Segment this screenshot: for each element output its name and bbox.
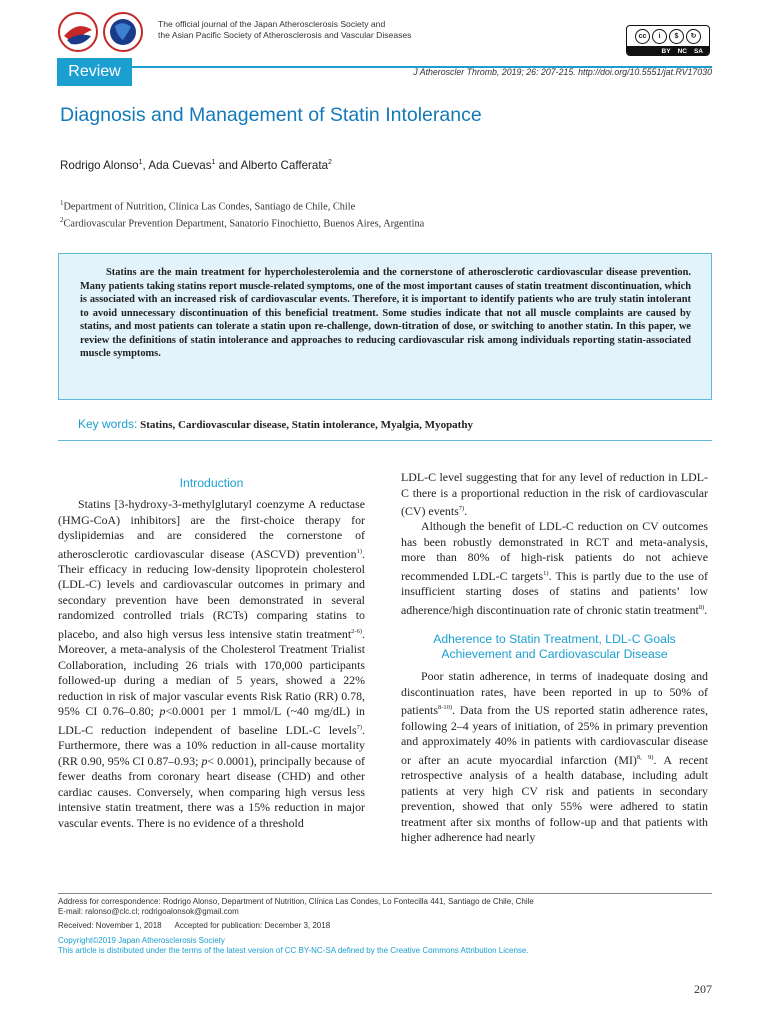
journal-affiliation bbox=[158, 19, 411, 41]
right-column bbox=[401, 470, 708, 846]
keywords bbox=[78, 417, 473, 431]
text-run: . bbox=[464, 503, 468, 518]
author-name: Alberto Cafferata bbox=[240, 159, 329, 172]
text-run: Poor statin adherence, in terms of inadequate dosing and discontinuation rates, have been reported in up to 50% of patients bbox=[401, 669, 708, 718]
footnotes bbox=[58, 897, 534, 956]
affiliation-text: Department of Nutrition, Clínica Las Condes, Santiago de Chile, Chile bbox=[63, 201, 356, 213]
citation-ref: 8) bbox=[698, 603, 705, 611]
text-run: . Their efficacy in reducing low-density lipoprotein cholesterol (LDL-C) levels and cardiovascular outcomes in primary and secondary prevention have been demonstrated in several randomized controlled trials (RCTs) comparing statins to placebo, and also high versus less intensive statin treatment bbox=[58, 546, 365, 641]
text-run: <0.0001 per 1 mmol/L (~40 mg/dL) in LDL-C reduction independent of baseline LDL-C levels bbox=[58, 704, 365, 737]
text-run: . bbox=[704, 602, 708, 617]
abstract-text: Statins are the main treatment for hypercholesterolemia and the cornerstone of atherosclerotic cardiovascular disease prevention. Many patients taking statins report muscle-related symptoms, one of the most important causes of statin treatment discontinuation, which is associated with an increased risk of cardiovascular events. Therefore, it is important to identify patients who are truly statin intolerant to avoid unnecessary discontinuation of this beneficial treatment. Some studies indicate that not all muscle complaints are caused by statins, and most patients can tolerate a statin upon re-challenge, down-titration of dose, or switching to another statin. In this paper, we review the definitions of statin intolerance and approaches to reducing cardiovascular risk among individuals reporting statin-associated muscle symptoms. bbox=[80, 267, 692, 359]
article-type-label: Review bbox=[57, 58, 132, 86]
publication-dates: Received: November 1, 2018 Accepted for publication: December 3, 2018 bbox=[58, 921, 331, 931]
keywords-text: Statins, Cardiovascular disease, Statin intolerance, Myalgia, Myopathy bbox=[140, 419, 473, 431]
body-paragraph bbox=[401, 519, 708, 618]
author-name: Ada Cuevas bbox=[148, 159, 212, 172]
citation-ref: 7) bbox=[356, 723, 363, 731]
citation: J Atheroscler Thromb, 2019; 26: 207-215. http://doi.org/10.5551/jat.RV17030 bbox=[413, 67, 712, 77]
keywords-rule bbox=[58, 440, 712, 441]
text-run: LDL-C level suggesting that for any level of reduction in LDL-C there is a proportional reduction in the risk of cardiovascular (CV) events bbox=[401, 470, 708, 518]
section-heading-adherence bbox=[401, 632, 708, 662]
text-run: Although the benefit of LDL-C reduction on CV outcomes has been robustly demonstrated in RCT and meta-analysis, more than 80% of high-risk patients do not achieve recommended LDL-C targets bbox=[401, 519, 708, 583]
introduction-paragraph bbox=[58, 497, 365, 831]
keywords-label: Key words: bbox=[78, 417, 138, 431]
heading-line: Adherence to Statin Treatment, LDL-C Goals bbox=[433, 632, 676, 647]
section-heading-introduction: Introduction bbox=[179, 476, 244, 490]
affiliation-item bbox=[60, 214, 424, 231]
citation-ref: 8, 9) bbox=[636, 753, 654, 761]
text-run: . A recent retrospective analysis of a health database, including adult patients at very high CV risk and patients in secondary prevention, showed that only 55% were adhered to statin treatment after six months of follow-up and that patients with higher adherence had nearly bbox=[401, 752, 709, 845]
affiliation-number: 2 bbox=[60, 215, 64, 224]
body-paragraph bbox=[401, 669, 708, 845]
page-number: 207 bbox=[694, 982, 712, 996]
text-run: . Data from the US reported statin adherence rates, following 2–4 years of initiation, of 25% in primary prevention and approximately 40% in patients with cardiovascular disease or after an acute myocardial infarction (MI) bbox=[401, 703, 708, 767]
italic-symbol: p bbox=[201, 753, 208, 768]
author-separator: and bbox=[215, 159, 241, 172]
license-by: BY bbox=[661, 47, 671, 55]
affiliation-item bbox=[60, 197, 424, 214]
journal-line-1: The official journal of the Japan Atherosclerosis Society and bbox=[158, 19, 386, 29]
abstract-box bbox=[58, 253, 712, 400]
citation-ref: 1) bbox=[543, 569, 549, 577]
noncommercial-icon: $ bbox=[669, 29, 684, 44]
license-sa: SA bbox=[693, 47, 703, 55]
heading-line: Achievement and Cardiovascular Disease bbox=[441, 647, 668, 662]
author-separator: , bbox=[142, 159, 149, 172]
author-list bbox=[60, 159, 332, 172]
license-note: This article is distributed under the terms of the latest version of CC BY-NC-SA defined by the Creative Commons Attribution License. bbox=[58, 945, 529, 955]
body-paragraph bbox=[401, 470, 708, 519]
cc-license-badge bbox=[626, 25, 710, 56]
text-run: . Furthermore, there was a 10% reduction in all-cause mortality (RR 0.90, 95% CI 0.87–0.93; bbox=[58, 722, 365, 768]
citation-ref: 8-10) bbox=[437, 704, 453, 712]
text-run: Statins [3-hydroxy-3-methylglutaryl coenzyme A reductase (HMG-CoA) inhibitors] are the first-choice therapy for dyslipidemias and are considered the cornerstone of atherosclerotic cardiovascular disease (ASCVD) prevention bbox=[58, 497, 365, 561]
citation-ref: 1) bbox=[356, 547, 363, 555]
author-affiliation-mark: 1 bbox=[211, 159, 216, 167]
citation-ref: 2-6) bbox=[351, 627, 363, 635]
article-title: Diagnosis and Management of Statin Intolerance bbox=[60, 104, 482, 126]
text-run: . Moreover, a meta-analysis of the Cholesterol Treatment Trialist Collaboration, including 26 trials with 170,000 participants followed-up during a median of 5 years, showed a 22% reduction in risk of major vascular events Risk Ratio (RR) 0.78, 95% CI 0.76–0.80; bbox=[58, 626, 365, 719]
text-run: < 0.0001), principally because of fewer deaths from coronary heart disease (CHD) and other cardiac causes. Conversely, when comparing high versus less intensive statin treatment, there was a 15% reduction in major vascular events. There is no evidence of a threshold bbox=[58, 753, 365, 830]
affiliation-number: 1 bbox=[60, 199, 64, 207]
attribution-icon: i bbox=[652, 29, 667, 44]
affiliations bbox=[60, 197, 424, 231]
affiliation-text: Cardiovascular Prevention Department, Sanatorio Finochietto, Buenos Aires, Argentina bbox=[63, 218, 425, 230]
copyright-notice: Copyright©2019 Japan Atherosclerosis Society bbox=[58, 935, 225, 945]
society-logo-icon bbox=[57, 10, 149, 54]
footnote-rule bbox=[58, 893, 712, 894]
cc-icon: cc bbox=[635, 29, 650, 44]
text-run: . This is partly due to the use of insufficient starting doses of statins and patients’ low adherence/high discontinuation rate of chronic statin treatment bbox=[401, 568, 709, 617]
author-affiliation-mark: 1 bbox=[138, 159, 143, 167]
left-column bbox=[58, 476, 365, 831]
sharealike-icon: ↻ bbox=[686, 29, 701, 44]
correspondence-address: Address for correspondence: Rodrigo Alonso, Department of Nutrition, Clínica Las Condes, Lo Fontecilla 441, Santiago de Chile, Chile bbox=[58, 897, 534, 906]
society-logos bbox=[57, 10, 149, 54]
license-nc: NC bbox=[677, 47, 687, 55]
journal-line-2: the Asian Pacific Society of Atherosclerosis and Vascular Diseases bbox=[158, 30, 412, 40]
italic-symbol: p bbox=[159, 704, 166, 719]
correspondence-email: E-mail: ralonso@clc.cl; rodrigoalonsok@gmail.com bbox=[58, 907, 239, 917]
author-affiliation-mark: 2 bbox=[328, 159, 332, 167]
citation-ref: 7) bbox=[458, 505, 465, 512]
author-name: Rodrigo Alonso bbox=[60, 159, 139, 172]
